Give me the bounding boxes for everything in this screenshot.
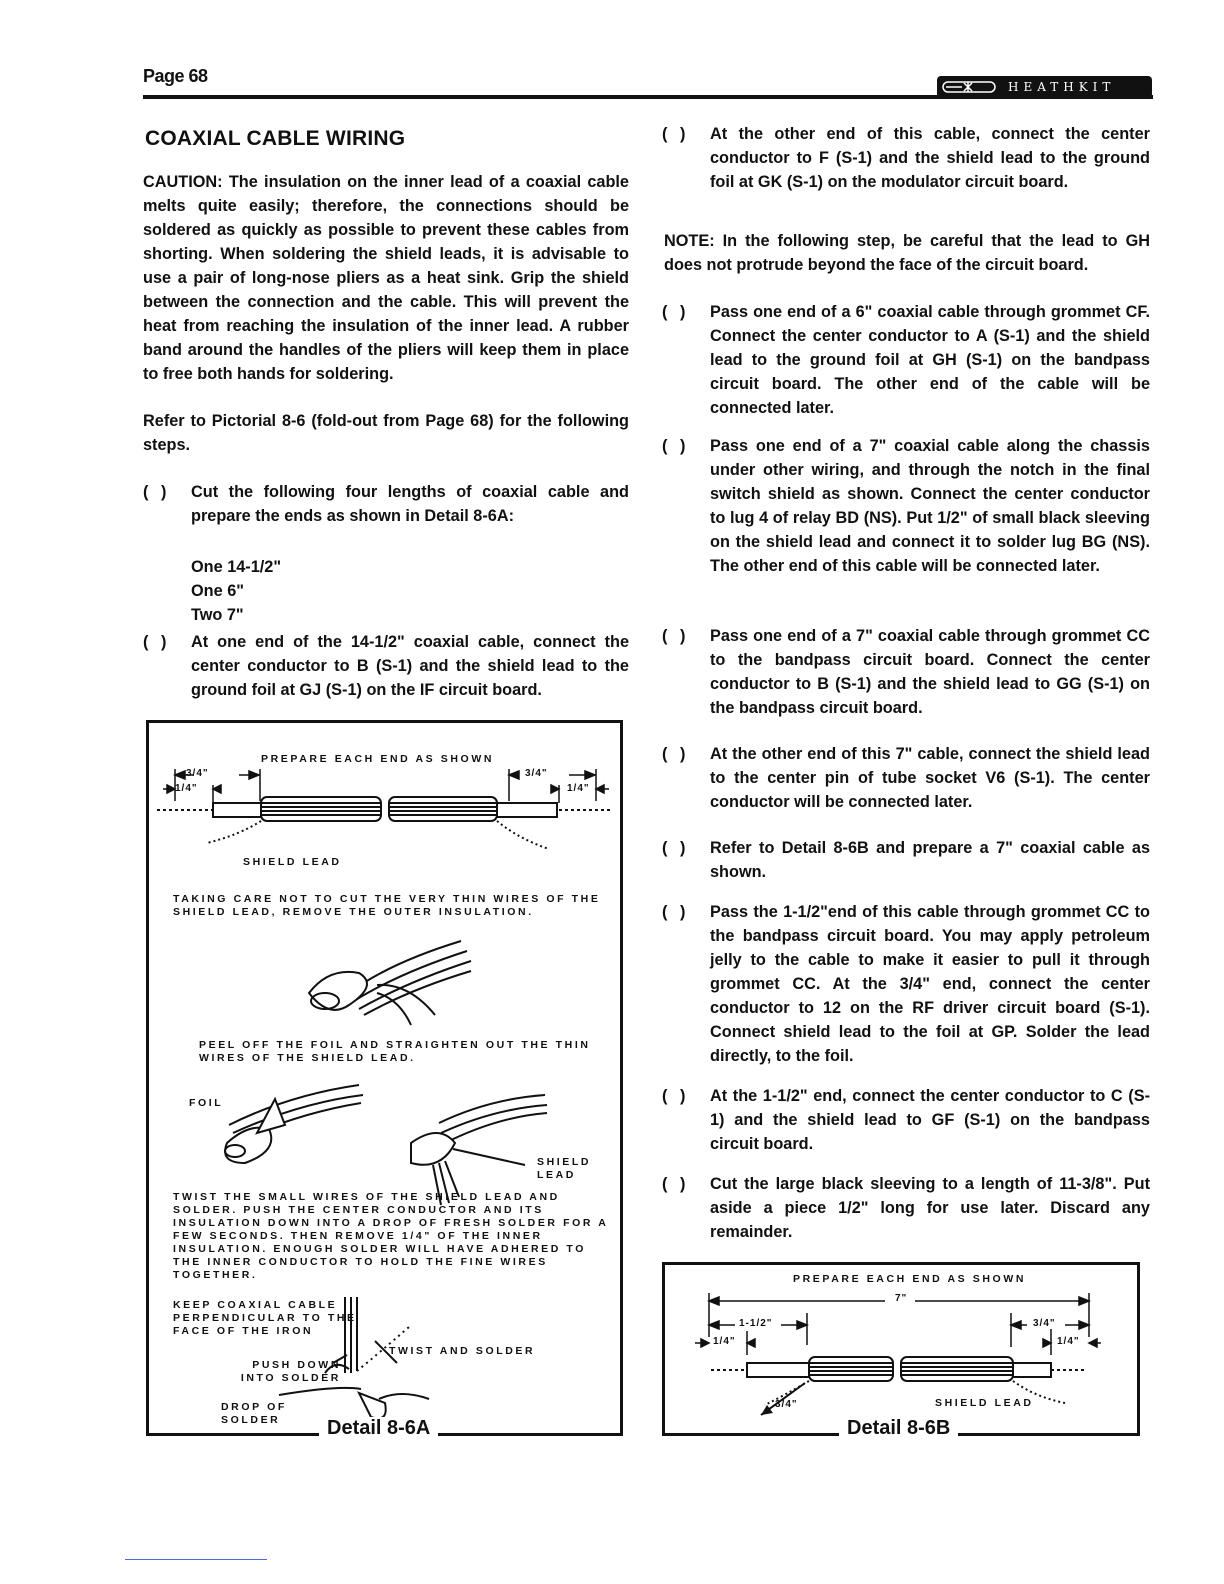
drop-of-solder-label: DROP OF SOLDER [221, 1401, 287, 1426]
header-rule [143, 95, 1153, 99]
checkbox[interactable]: ( ) [662, 1087, 686, 1105]
refer-paragraph: Refer to Pictorial 8-6 (fold-out from Page 68) for the following steps. [143, 412, 629, 454]
step-caption: TAKING CARE NOT TO CUT THE VERY THIN WIRES OF THE SHIELD LEAD, REMOVE THE OUTER INSULATION. [173, 893, 601, 918]
checkbox[interactable]: ( ) [662, 303, 686, 321]
note-paragraph: NOTE: In the following step, be careful that the lead to GH does not protrude beyond the face of the circuit board. [664, 232, 1150, 274]
step-text: At one end of the 14-1/2" coaxial cable, connect the center conductor to B (S-1) and the shield lead to the ground foil at GJ (S-1) on the IF circuit board. [191, 633, 629, 699]
coax-7in-drawing [665, 1265, 1137, 1433]
logo-text: HEATHKIT [1008, 80, 1116, 94]
bottom-link-line [125, 1559, 267, 1560]
shield-lead-label: SHIELD LEAD [537, 1156, 592, 1181]
checkbox[interactable]: ( ) [662, 903, 686, 921]
dim-label: 1/4" [175, 783, 198, 794]
checkbox[interactable]: ( ) [143, 633, 167, 651]
step-text: Refer to Detail 8-6B and prepare a 7" coaxial cable as shown. [710, 839, 1150, 881]
dim-label: 1/4" [1057, 1336, 1080, 1347]
section-title: COAXIAL CABLE WIRING [145, 127, 406, 150]
dim-label: 1/4" [567, 783, 590, 794]
twist-and-solder-label: TWIST AND SOLDER [389, 1345, 536, 1357]
dim-label: 1-1/2" [739, 1318, 773, 1329]
step-text: At the other end of this 7" cable, connect the shield lead to the center pin of tube socket V6 (S-1). The center conductor will be connected later. [710, 745, 1150, 811]
figure-heading: PREPARE EACH END AS SHOWN [261, 753, 495, 765]
detail-8-6b-figure [662, 1262, 1140, 1439]
shield-lead-label: SHIELD LEAD [243, 856, 342, 868]
step-caption: TWIST THE SMALL WIRES OF THE SHIELD LEAD AND SOLDER. PUSH THE CENTER CONDUCTOR AND ITS INSULATION DOWN INTO A DROP OF FRESH SOLDER FOR A FEW SECONDS. THEN REMOVE 1/4" OF THE INNER INSULATION. ENOUGH SOLDER WILL HAVE ADHERED TO THE INNER CONDUCTOR TO HOLD THE FINE WIRES TOGETHER. [173, 1191, 609, 1281]
dim-label: 3/4" [525, 768, 548, 779]
checkbox[interactable]: ( ) [662, 1175, 686, 1193]
checkbox[interactable]: ( ) [662, 839, 686, 857]
dim-label: 3/4" [775, 1399, 798, 1410]
step-text: Pass one end of a 7" coaxial cable through grommet CC to the bandpass circuit board. Connect the center conductor to B (S-1) and the shield lead to GG (S-1) on the bandpass circuit board. [710, 627, 1150, 717]
step-text: At the other end of this cable, connect the center conductor to F (S-1) and the shield lead to the ground foil at GK (S-1) on the modulator circuit board. [710, 125, 1150, 191]
checkbox[interactable]: ( ) [662, 745, 686, 763]
dim-label: 7" [895, 1293, 908, 1304]
step-text: Cut the following four lengths of coaxial cable and prepare the ends as shown in Detail 8-6A: [191, 483, 629, 525]
detail-8-6a-figure [146, 720, 623, 1439]
step-text: At the 1-1/2" end, connect the center conductor to C (S-1) and the shield lead to GF (S-1) on the bandpass circuit board. [710, 1087, 1150, 1153]
step-text: Pass one end of a 6" coaxial cable through grommet CF. Connect the center conductor to A (S-1) and the shield lead to the ground foil at GH (S-1) on the bandpass circuit board. The other end of the cable will be connected later. [710, 303, 1150, 417]
dim-label: 3/4" [186, 768, 209, 779]
length-list [191, 555, 281, 627]
page-number: Page 68 [143, 66, 208, 86]
step-text: Cut the large black sleeving to a length of 11-3/8". Put aside a piece 1/2" long for use later. Discard any remainder. [710, 1175, 1150, 1241]
dim-label: 1/4" [713, 1336, 736, 1347]
length-item: Two 7" [191, 606, 244, 624]
detail-title: Detail 8-6A [319, 1417, 438, 1440]
checkbox[interactable]: ( ) [143, 483, 167, 501]
step-text: Pass the 1-1/2"end of this cable through grommet CC to the bandpass circuit board. You may apply petroleum jelly to the cable to make it easier to pull it through grommet CC. At the 3/4" end, connect the center conductor to 12 on the RF driver circuit board (S-1). Connect shield lead to the foil at GP. Solder the lead directly, to the foil. [710, 903, 1150, 1065]
checkbox[interactable]: ( ) [662, 627, 686, 645]
detail-title: Detail 8-6B [839, 1417, 958, 1440]
step-caption: PEEL OFF THE FOIL AND STRAIGHTEN OUT THE THIN WIRES OF THE SHIELD LEAD. [199, 1039, 591, 1064]
push-down-label: PUSH DOWN INTO SOLDER [240, 1359, 341, 1384]
checkbox[interactable]: ( ) [662, 437, 686, 455]
figure-heading: PREPARE EACH END AS SHOWN [793, 1273, 1027, 1285]
logo-mark-icon [942, 80, 996, 94]
foil-label: FOIL [189, 1097, 224, 1109]
dim-label: 3/4" [1033, 1318, 1056, 1329]
length-item: One 14-1/2" [191, 558, 282, 576]
caution-paragraph: CAUTION: The insulation on the inner lead of a coaxial cable melts quite easily; therefore, the connections should be soldered as quickly as possible to prevent these cables from shorting. When soldering the shield leads, it is advisable to use a pair of long-nose pliers as a heat sink. Grip the shield between the connection and the cable. This will prevent the heat from reaching the insulation of the inner lead. A rubber band around the handles of the pliers will keep them in place to free both hands for soldering. [143, 173, 629, 383]
keep-perpendicular-label: KEEP COAXIAL CABLE PERPENDICULAR TO THE FACE OF THE IRON [173, 1299, 357, 1337]
length-item: One 6" [191, 582, 244, 600]
shield-lead-label: SHIELD LEAD [935, 1397, 1034, 1409]
step-text: Pass one end of a 7" coaxial cable along the chassis under other wiring, and through the notch in the final switch shield as shown. Connect the center conductor to lug 4 of relay BD (NS). Put 1/2" of small black sleeving on the shield lead and connect it to solder lug BG (NS). The other end of this cable will be connected later. [710, 437, 1150, 575]
checkbox[interactable]: ( ) [662, 125, 686, 143]
